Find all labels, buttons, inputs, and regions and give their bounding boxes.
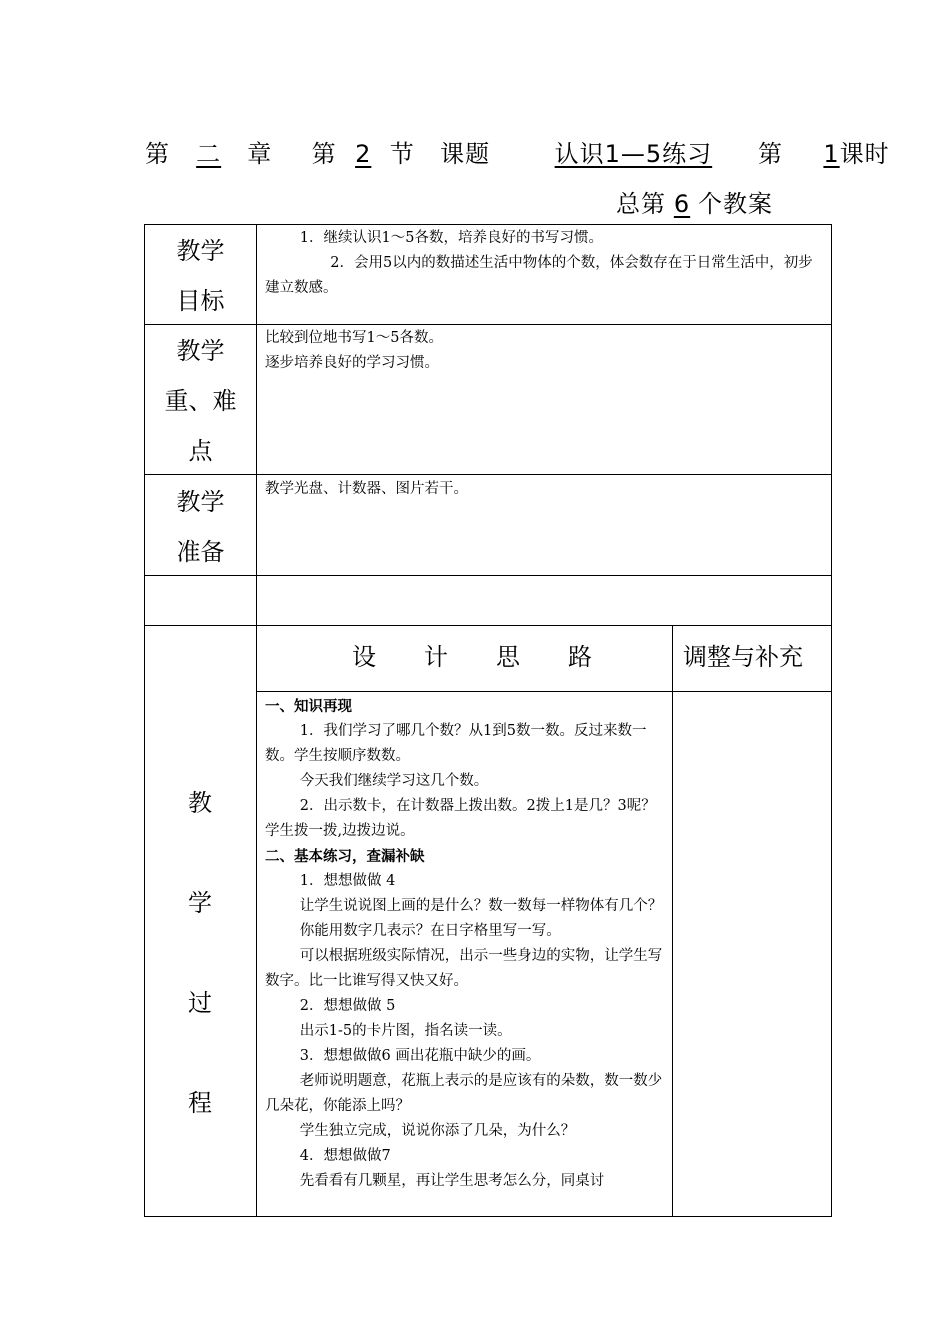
process-label-char: 过 — [188, 989, 212, 1017]
lesson-prefix: 第 — [758, 140, 784, 168]
prep-label-line2: 准备 — [176, 538, 225, 566]
design-content — [265, 694, 663, 1216]
paragraph: 出示1-5的卡片图，指名读一读。 — [299, 1023, 512, 1039]
goal-line-1: 1．继续认识1～5各数，培养良好的书写习惯。 — [299, 230, 603, 246]
lesson-suffix: 课时 — [839, 140, 890, 168]
process-header-divider — [256, 691, 832, 692]
row-divider — [144, 625, 832, 626]
paragraph: 学生独立完成，说说你添了几朵，为什么？ — [299, 1123, 576, 1139]
chapter-prefix: 第 — [145, 140, 170, 168]
process-label-char: 程 — [188, 1089, 212, 1117]
chapter-number: 二 — [196, 140, 222, 168]
paragraph: 可以根据班级实际情况，出示一些身边的实物，让学生写数字。比一比谁写得又快又好。 — [265, 948, 663, 989]
goal-content — [265, 226, 825, 301]
prep-line-1: 教学光盘、计数器、图片若干。 — [265, 481, 468, 497]
goal-line-2: 2．会用5以内的数描述生活中物体的个数，体会数存在于日常生活中，初步建立数感。 — [265, 255, 813, 296]
lesson-header — [145, 134, 890, 169]
topic-title: 认识1—5练习 — [554, 140, 713, 168]
key-label-line2: 重、难 — [164, 387, 237, 415]
key-label — [145, 326, 256, 476]
process-label-char: 学 — [188, 889, 212, 917]
goal-label-line2: 目标 — [176, 287, 225, 315]
paragraph: 2．出示数卡，在计数器上拨出数。2拨上1是几？3呢？学生拨一拨,边拨边说。 — [265, 798, 656, 839]
paragraph: 先看看有几颗星，再让学生思考怎么分，同桌讨 — [299, 1173, 605, 1189]
paragraph: 1．想想做做 4 — [299, 873, 396, 889]
section-prefix: 第 — [311, 140, 337, 168]
prep-content — [265, 477, 825, 502]
plan-header — [616, 184, 773, 219]
paragraph: 让学生说说图上画的是什么？数一数每一样物体有几个？ — [299, 898, 663, 914]
paragraph: 3．想想做做6 画出花瓶中缺少的画。 — [299, 1048, 541, 1064]
paragraph: 二、基本练习，查漏补缺 — [265, 848, 425, 865]
process-label-char: 教 — [188, 789, 212, 817]
key-label-line1: 教学 — [176, 337, 225, 365]
paragraph: 你能用数字几表示？在日字格里写一写。 — [299, 923, 561, 939]
section-suffix: 节 — [389, 140, 415, 168]
label-column-divider — [256, 224, 257, 1217]
adjust-column-divider — [672, 625, 673, 1217]
plan-prefix: 总第 — [616, 190, 666, 218]
key-label-line3: 点 — [188, 437, 213, 465]
key-line-2: 逐步培养良好的学习习惯。 — [265, 355, 439, 371]
topic-label: 课题 — [440, 140, 491, 168]
goal-label-line1: 教学 — [176, 237, 225, 265]
design-header: 设 计 思 路 — [352, 643, 592, 671]
paragraph: 2．想想做做 5 — [299, 998, 396, 1014]
section-number: 2 — [355, 140, 372, 168]
paragraph: 1．我们学习了哪几个数？从1到5数一数。反过来数一数。学生按顺序数数。 — [265, 723, 647, 764]
paragraph: 4．想想做做7 — [299, 1148, 391, 1164]
key-content — [265, 326, 825, 376]
paragraph: 老师说明题意，花瓶上表示的是应该有的朵数，数一数少几朵花，你能添上吗？ — [265, 1073, 663, 1114]
lesson-number: 1 — [823, 140, 840, 168]
adjust-header: 调整与补充 — [683, 643, 803, 671]
plan-number: 6 — [673, 190, 691, 218]
chapter-suffix: 章 — [247, 140, 273, 168]
prep-label — [145, 477, 256, 577]
paragraph: 今天我们继续学习这几个数。 — [299, 773, 489, 789]
goal-label — [145, 226, 256, 326]
key-line-1: 比较到位地书写1～5各数。 — [265, 330, 443, 346]
prep-label-line1: 教学 — [176, 488, 225, 516]
plan-suffix: 个教案 — [698, 190, 773, 218]
paragraph: 一、知识再现 — [265, 698, 352, 715]
